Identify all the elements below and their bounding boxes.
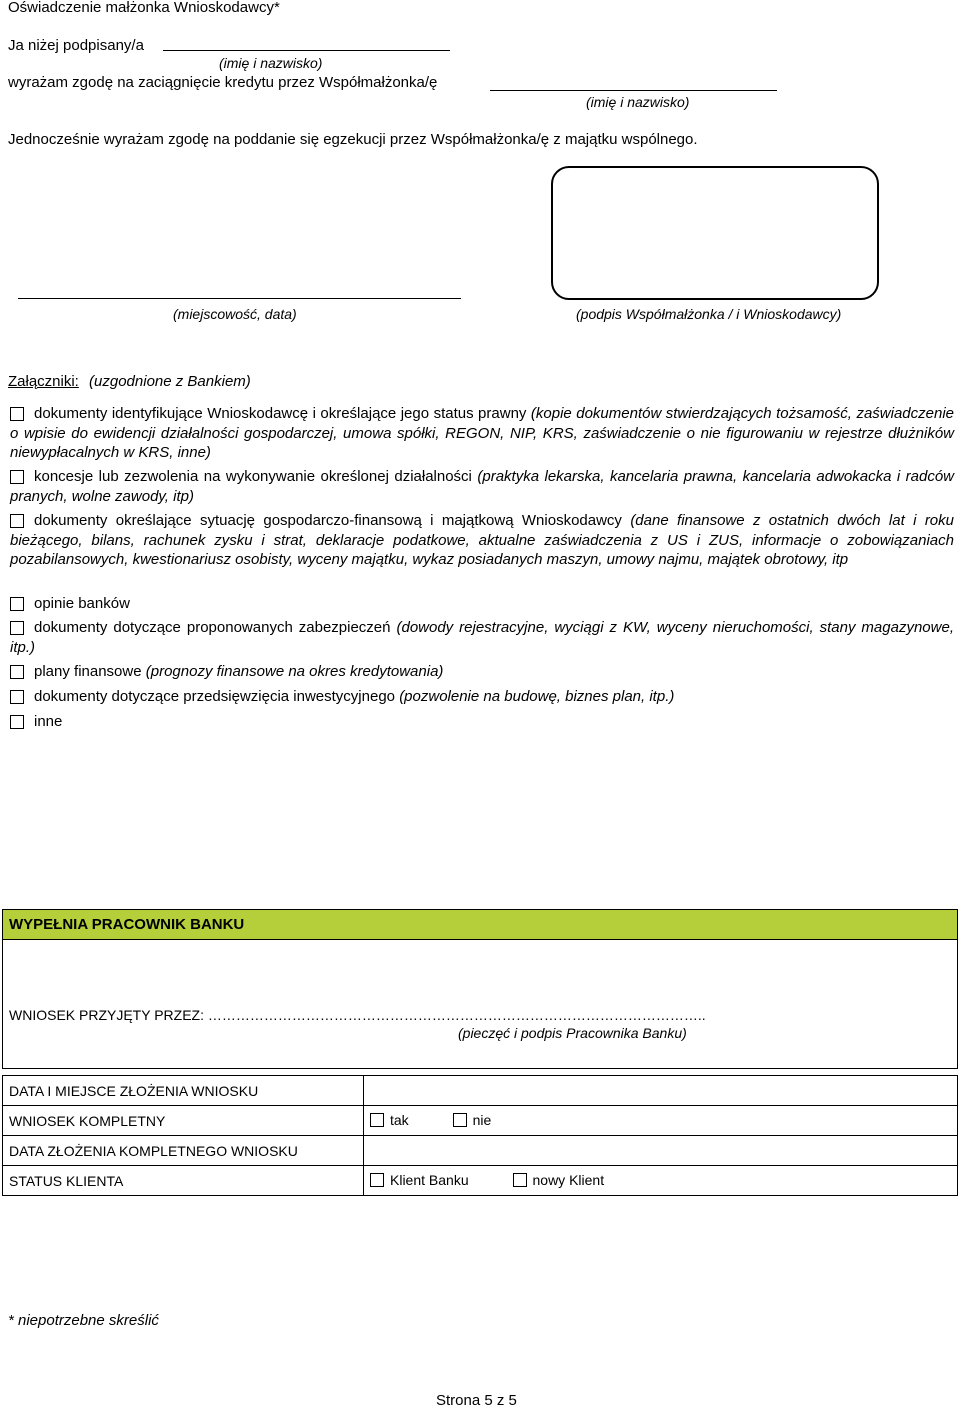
status-options — [364, 1166, 958, 1196]
attachment-item — [10, 712, 954, 732]
signature-label: (podpis Współmałżonka / i Wnioskodawcy) — [576, 306, 842, 322]
attachment-checkbox[interactable] — [10, 715, 24, 729]
complete-no-option[interactable] — [453, 1112, 492, 1128]
attachment-checkbox[interactable] — [10, 665, 24, 679]
complete-no-checkbox[interactable] — [453, 1113, 467, 1127]
complete-yes-checkbox[interactable] — [370, 1113, 384, 1127]
attachment-item-text: opinie banków — [34, 595, 130, 612]
signature-box[interactable] — [551, 166, 879, 300]
attachment-checkbox[interactable] — [10, 690, 24, 704]
attachment-item — [10, 511, 954, 570]
status-new-client-option[interactable] — [513, 1172, 605, 1188]
attachments-heading-note: (uzgodnione z Bankiem) — [89, 373, 251, 390]
declaration-line-2: wyrażam zgodę na zaciągnięcie kredytu przez Współmałżonka/ę — [8, 74, 438, 91]
date-place-field[interactable] — [364, 1076, 958, 1106]
attachment-checkbox[interactable] — [10, 621, 24, 635]
page-number: Strona 5 z 5 — [436, 1392, 517, 1409]
attachment-checkbox[interactable] — [10, 514, 24, 528]
bank-section-header: WYPEŁNIA PRACOWNIK BANKU — [3, 910, 957, 940]
applicant-name-field[interactable] — [490, 90, 777, 91]
place-date-label: (miejscowość, data) — [173, 306, 297, 322]
complete-date-field[interactable] — [364, 1136, 958, 1166]
date-place-label: DATA I MIEJSCE ZŁOŻENIA WNIOSKU — [3, 1076, 364, 1106]
complete-date-label: DATA ZŁOŻENIA KOMPLETNEGO WNIOSKU — [3, 1136, 364, 1166]
table-row — [3, 1076, 958, 1106]
page-title: Oświadczenie małżonka Wnioskodawcy* — [8, 0, 280, 16]
table-row — [3, 1136, 958, 1166]
attachment-item-text: koncesje lub zezwolenia na wykonywanie określonej działalności — [34, 468, 472, 485]
attachment-item — [10, 618, 954, 657]
status-bank-client-checkbox[interactable] — [370, 1173, 384, 1187]
attachment-item — [10, 594, 954, 614]
attachment-item-note: (praktyka lekarska, kancelaria prawna, kancelaria adwokacka i radców pranych, wolne zawody, itp) — [10, 468, 955, 505]
place-date-field[interactable] — [18, 298, 461, 299]
attachment-item-note: (dane finansowe z ostatnich dwóch lat i roku bieżącego, bilans, rachunek zysku i strat, deklaracje podatkowe, aktualne zaświadczenia z US i ZUS, informacje o zobowiązaniach pozabilansowych, kwestionariusz osobisty, wyceny majątku, wykaz posiadanych maszyn, umowy najmu, majątek obrotowy, itp — [10, 512, 954, 568]
attachment-checkbox[interactable] — [10, 407, 24, 421]
attachment-item-text: dokumenty identyfikujące Wnioskodawcę i określające jego status prawny — [34, 405, 527, 422]
attachment-item-note: (pozwolenie na budowę, biznes plan, itp.) — [399, 688, 675, 705]
bank-table — [2, 1075, 958, 1196]
accepted-by-label: WNIOSEK PRZYJĘTY PRZEZ: — [9, 1007, 204, 1023]
attachment-item — [10, 404, 954, 463]
complete-yes-option[interactable] — [370, 1112, 409, 1128]
stamp-label: (pieczęć i podpis Pracownika Banku) — [458, 1025, 687, 1041]
attachment-item-text: dokumenty dotyczące proponowanych zabezpieczeń — [34, 619, 391, 636]
declaration-line-1: Ja niżej podpisany/a — [8, 37, 144, 54]
attachments-heading-text: Załączniki: — [8, 373, 79, 390]
accepted-by-row — [9, 1007, 706, 1023]
complete-no-label: nie — [472, 1111, 492, 1128]
spouse-name-field[interactable] — [163, 50, 450, 51]
complete-label: WNIOSEK KOMPLETNY — [3, 1106, 364, 1136]
attachment-item-text: dokumenty dotyczące przedsięwzięcia inwestycyjnego — [34, 688, 396, 705]
table-row — [3, 1106, 958, 1136]
attachment-item — [10, 467, 954, 506]
declaration-line-3: Jednocześnie wyrażam zgodę na poddanie się egzekucji przez Współmałżonka/ę z majątku wspólnego. — [8, 131, 698, 148]
attachment-item-text: inne — [34, 713, 63, 730]
attachment-item — [10, 687, 954, 707]
status-label: STATUS KLIENTA — [3, 1166, 364, 1196]
attachment-item-note: (prognozy finansowe na okres kredytowania) — [145, 663, 444, 680]
table-row — [3, 1166, 958, 1196]
status-new-client-label: nowy Klient — [532, 1171, 605, 1188]
attachment-item-text: plany finansowe — [34, 663, 142, 680]
footnote: * niepotrzebne skreślić — [8, 1312, 159, 1329]
complete-yes-label: tak — [390, 1111, 409, 1128]
status-bank-client-option[interactable] — [370, 1172, 469, 1188]
bank-section — [2, 909, 958, 1069]
name-hint-2: (imię i nazwisko) — [586, 94, 690, 110]
attachment-item-note: (kopie dokumentów stwierdzających tożsamość, zaświadczenie o wpisie do ewidencji działalności gospodarczej, umowa spółki, REGON, NIP, KRS, zaświadczenie o nie figurowaniu w rejestrze dłużników niewypłacalnych w KRS, inne) — [10, 405, 954, 461]
accepted-by-field[interactable]: …………………………………………………………………………………………….. — [207, 1007, 706, 1023]
attachment-checkbox[interactable] — [10, 470, 24, 484]
attachments-heading — [8, 373, 251, 390]
attachment-item-text: dokumenty określające sytuację gospodarczo-finansową i majątkową Wnioskodawcy — [34, 512, 622, 529]
attachment-item — [10, 662, 954, 682]
attachment-checkbox[interactable] — [10, 597, 24, 611]
name-hint-1: (imię i nazwisko) — [219, 55, 323, 71]
status-new-client-checkbox[interactable] — [513, 1173, 527, 1187]
complete-options — [364, 1106, 958, 1136]
status-bank-client-label: Klient Banku — [390, 1171, 469, 1188]
attachment-item-note: (dowody rejestracyjne, wyciągi z KW, wyceny nieruchomości, stany magazynowe, itp.) — [10, 619, 954, 656]
